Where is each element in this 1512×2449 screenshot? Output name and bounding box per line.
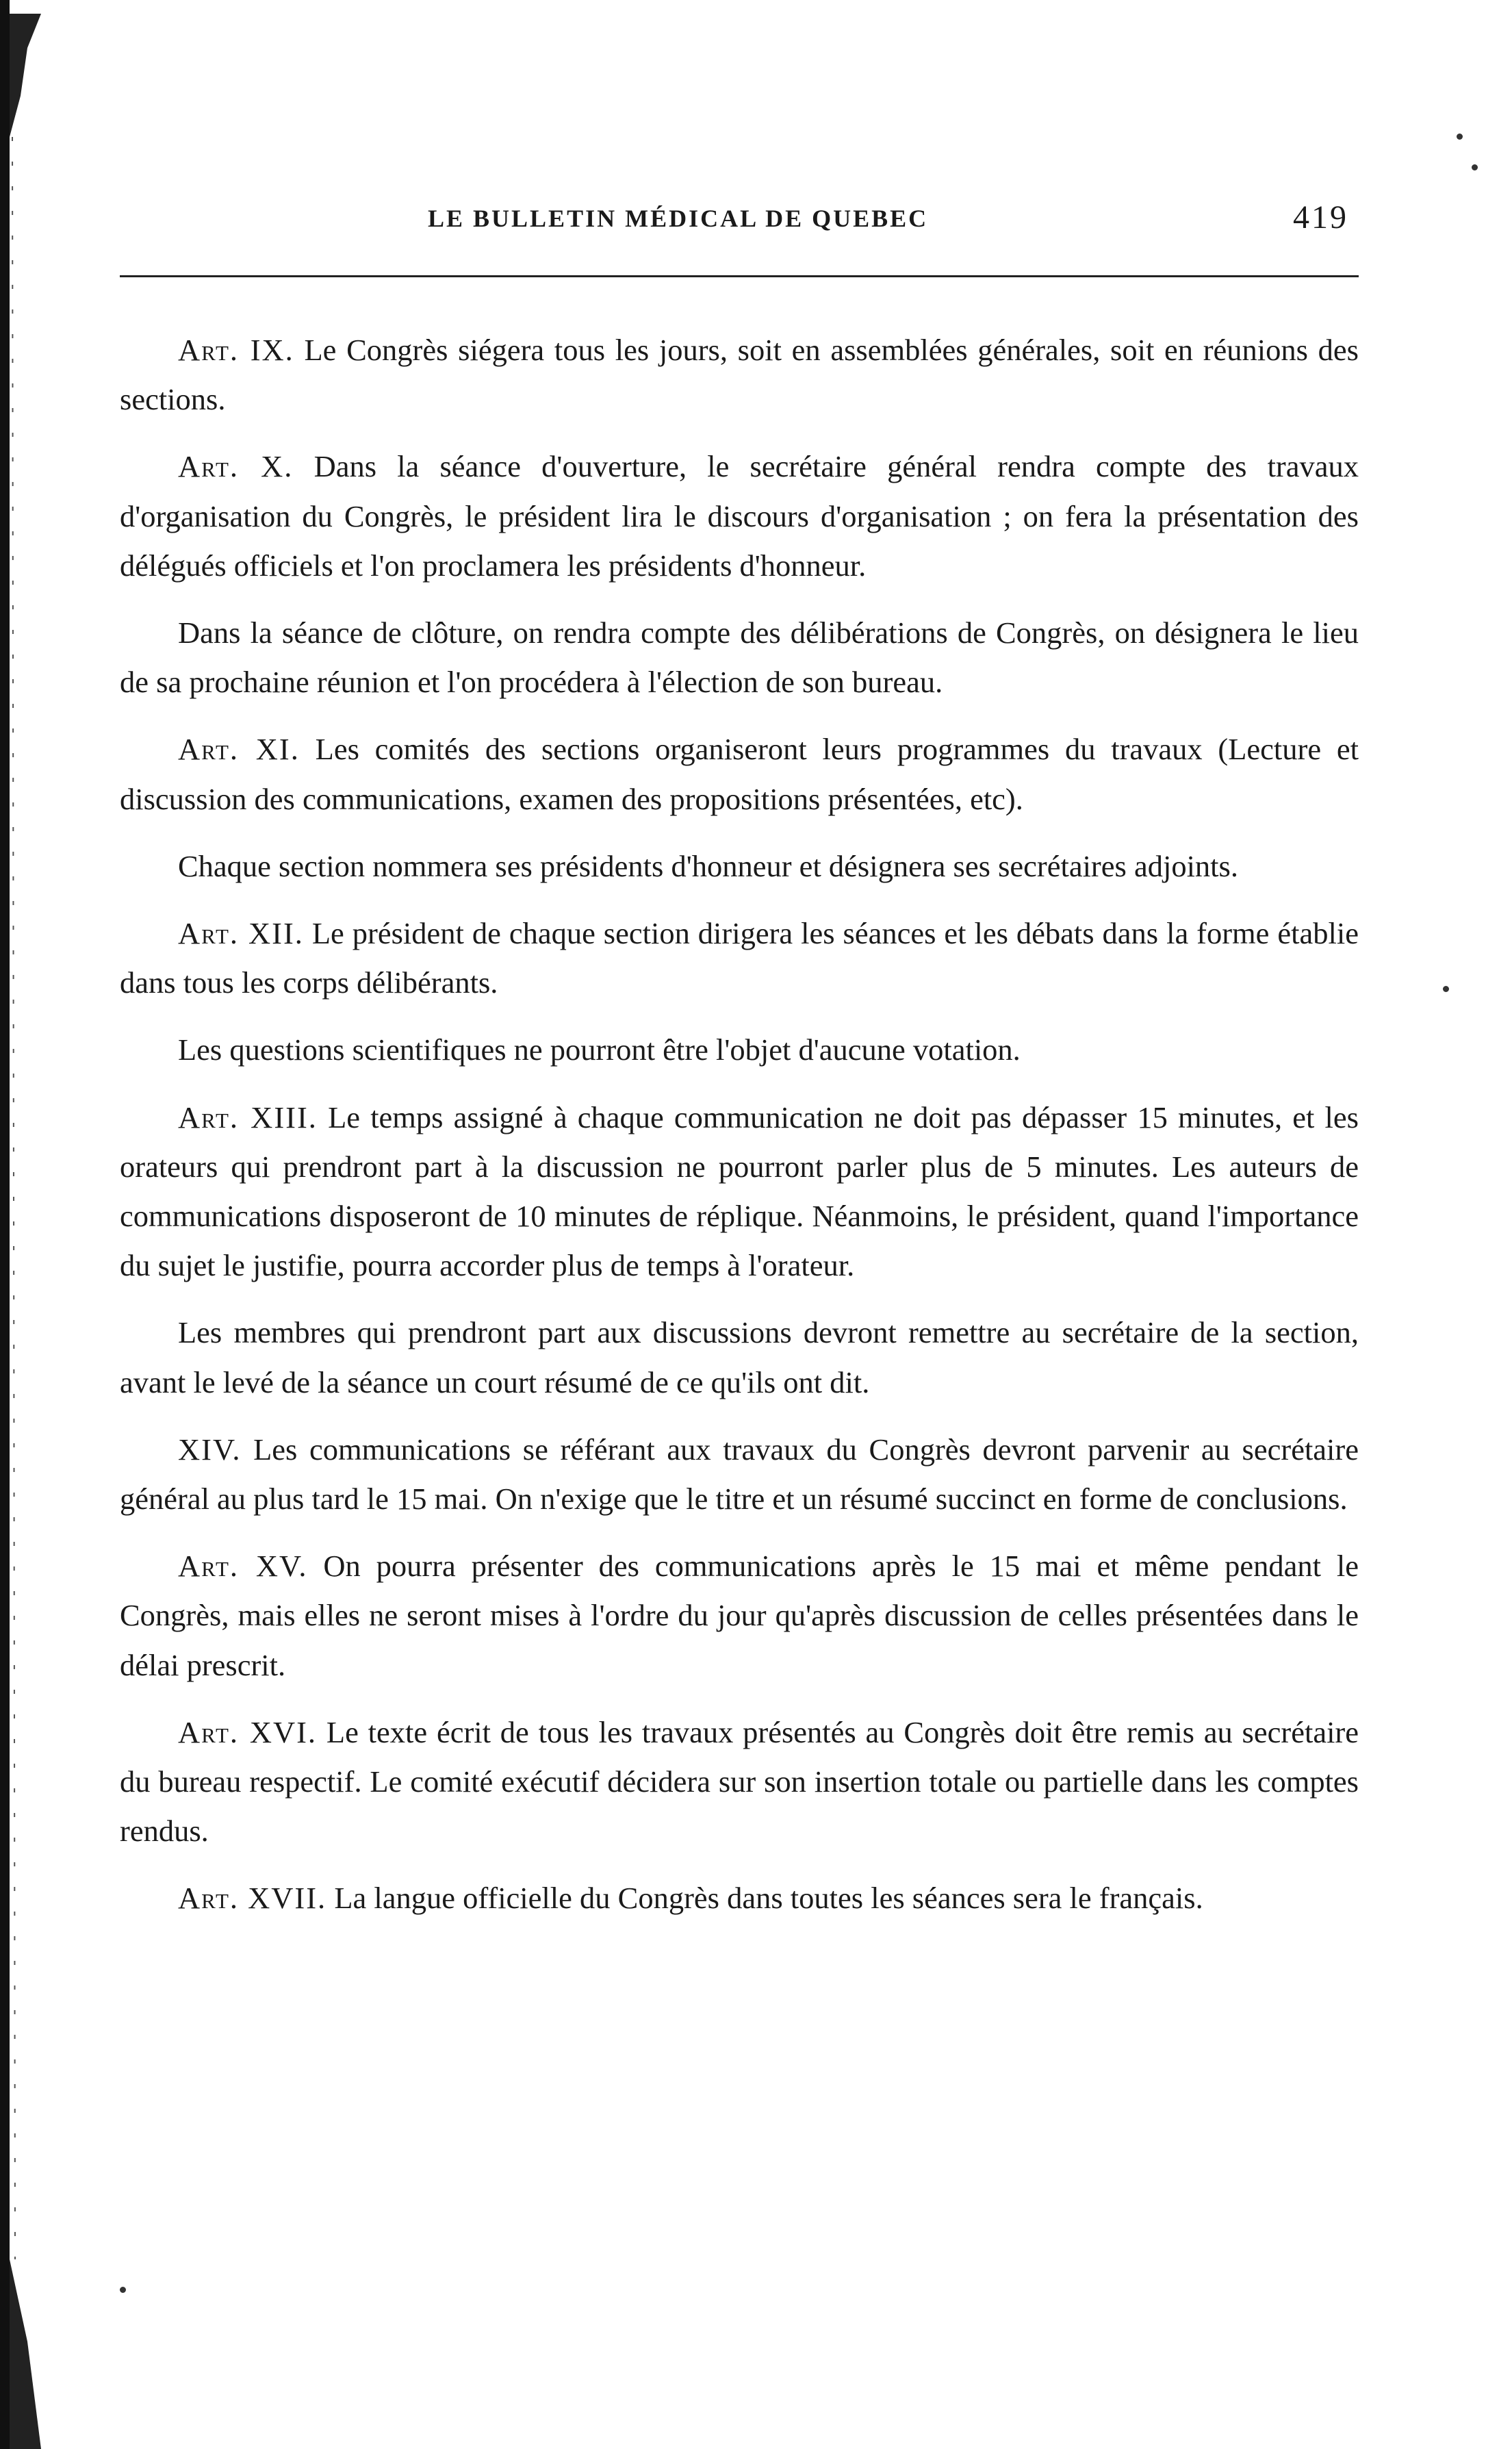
article-label: Art. XV. — [178, 1549, 308, 1584]
paragraph-art-ix — [120, 325, 1359, 424]
page-header — [120, 171, 1359, 236]
paragraph-text: Le texte écrit de tous les travaux présentés au Congrès doit être remis au secrétaire du bureau respectif. Le comité exécutif décidera sur son insertion totale ou partielle dans les comptes rendus. — [120, 1714, 1359, 1849]
article-label: Art. XI. — [178, 732, 300, 767]
running-title: LE BULLETIN MÉDICAL DE QUEBEC — [428, 205, 929, 232]
paragraph-art-xv — [120, 1541, 1359, 1690]
header-rule — [120, 275, 1359, 277]
scan-speck — [1472, 164, 1478, 170]
paragraph-art-xvi — [120, 1708, 1359, 1856]
paragraph-text: Les membres qui prendront part aux discussions devront remettre au secrétaire de la section, avant le levé de la séance un court résumé de ce qu'ils ont dit. — [120, 1315, 1359, 1399]
paragraph-text: Chaque section nommera ses présidents d'honneur et désignera ses secrétaires adjoints. — [178, 848, 1238, 883]
paragraph-votation — [120, 1025, 1359, 1074]
paragraph-xiv — [120, 1425, 1359, 1523]
page-number: 419 — [1293, 199, 1348, 236]
paragraph-art-x — [120, 442, 1359, 590]
article-label: Art. XVII. — [178, 1881, 327, 1916]
article-label: Art. X. — [178, 449, 294, 484]
paragraph-art-xii — [120, 909, 1359, 1007]
page — [120, 171, 1359, 1916]
article-label: Art. XII. — [178, 916, 304, 951]
paragraph-text: Les comités des sections organiseront leurs programmes du travaux (Lecture et discussion des communications, examen des propositions présentées, etc). — [120, 732, 1359, 816]
article-body — [120, 325, 1359, 1941]
paragraph-text: On pourra présenter des communications après le 15 mai et même pendant le Congrès, mais elles ne seront mises à l'ordre du jour qu'après discussion de celles présentées dans le délai prescrit. — [120, 1549, 1359, 1682]
paragraph-text: Dans la séance d'ouverture, le secrétaire général rendra compte des travaux d'organisation du Congrès, le président lira le discours d'organisation ; on fera la présentation des délégués officiels et l'on proclamera les présidents d'honneur. — [120, 449, 1359, 583]
paragraph-text: La langue officielle du Congrès dans toutes les séances sera le français. — [326, 1881, 1203, 1916]
scan-speck — [120, 2287, 126, 2293]
paragraph-text: Le président de chaque section dirigera les séances et les débats dans la forme établie dans tous les corps délibérants. — [120, 916, 1359, 1000]
paragraph-text: Dans la séance de clôture, on rendra compte des délibérations de Congrès, on désignera le lieu de sa prochaine réunion et l'on procédera à l'élection de son bureau. — [120, 616, 1359, 700]
scan-binding-edge — [0, 0, 41, 2449]
article-label: Art. XVI. — [178, 1714, 318, 1749]
paragraph-membres — [120, 1308, 1359, 1406]
paragraph-text: Le temps assigné à chaque communication ne doit pas dépasser 15 minutes, et les orateurs qui prendront part à la discussion ne pourront parler plus de 5 minutes. Les auteurs de communications disposeront de 10 minutes de réplique. Néanmoins, le président, quand l'importance du sujet le justifie, pourra accorder plus de temps à l'orateur. — [120, 1100, 1359, 1283]
paragraph-art-xvii — [120, 1873, 1359, 1923]
article-label: Art. XIII. — [178, 1100, 318, 1134]
paragraph-sections — [120, 841, 1359, 891]
article-label: XIV. — [178, 1432, 242, 1467]
paragraph-art-xiii — [120, 1093, 1359, 1291]
paragraph-text: Le Congrès siégera tous les jours, soit en assemblées générales, soit en réunions des sections. — [120, 333, 1359, 417]
scan-speck — [1457, 134, 1463, 140]
paragraph-cloture — [120, 608, 1359, 707]
paragraph-art-xi — [120, 724, 1359, 823]
paragraph-text: Les questions scientifiques ne pourront être l'objet d'aucune votation. — [178, 1032, 1021, 1067]
paragraph-text: Les communications se référant aux travaux du Congrès devront parvenir au secrétaire général au plus tard le 15 mai. On n'exige que le titre et un résumé succinct en forme de conclusions. — [120, 1432, 1359, 1517]
article-label: Art. IX. — [178, 333, 294, 367]
scan-speck — [1443, 986, 1449, 992]
